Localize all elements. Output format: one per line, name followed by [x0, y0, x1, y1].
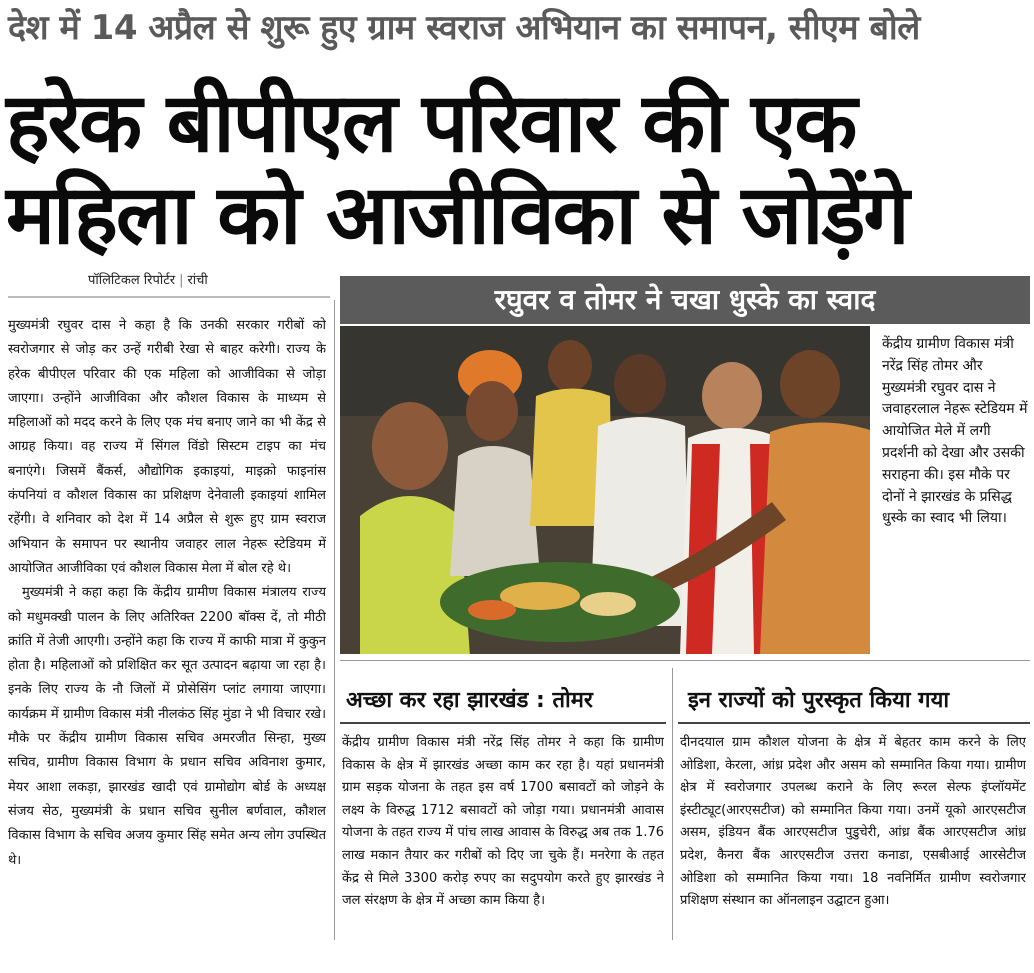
column-divider-2 [672, 668, 673, 940]
box-tomar-heading: अच्छा कर रहा झारखंड : तोमर [346, 688, 593, 713]
box-awards-heading: इन राज्यों को पुरस्कृत किया गया [688, 688, 950, 713]
byline-city: रांची [187, 273, 208, 288]
box-tomar-text: केंद्रीय ग्रामीण विकास मंत्री नरेंद्र सिंह तोमर ने कहा कि ग्रामीण विकास के क्षेत्र में झारखंड अच्छा काम कर रहा है। यहां प्रधानमंत्री ग्राम सड़क योजना के तहत इस वर्ष 1700 बसावटों को जोड़ने के लक्ष्य के विरुद्ध 1712 बसावटों को जोड़ा गया। प्रधानमंत्री आवास योजना के तहत राज्य में पांच लाख आवास के विरुद्ध अब तक 1.76 लाख मकान तैयार कर गरीबों को दिए जा चुके हैं। मनरेगा के तहत केंद्र से मिले 3300 करोड़ रुपए का सदुपयोग करते हुए झारखंड ने जल संरक्षण के क्षेत्र में अच्छा काम किया है। [342, 735, 664, 909]
box-awards-body [680, 732, 1026, 942]
main-story-paragraph-2: मुख्यमंत्री ने कहा कहा कि केंद्रीय ग्रामीण विकास मंत्रालय राज्य को मधुमक्खी पालन के लिए अतिरिक्त 2200 बॉक्स दें, तो मीठी क्रांति में तेजी आएगी। उन्होंने कहा कि राज्य में काफी मात्रा में कुकुन होता है। महिलाओं को प्रशिक्षित कर सूत उत्पादन बढ़ाया जा रहा है। इनके लिए राज्य के नौ जिलों में प्रोसेसिंग प्लांट लगाया जाएगा। कार्यक्रम में ग्रामीण विकास मंत्री नीलकंठ सिंह मुंडा ने भी विचार रखे। मौके पर केंद्रीय ग्रामीण विकास सचिव अमरजीत सिन्हा, मुख्य सचिव, ग्रामीण विकास विभाग के प्रधान सचिव अविनाश कुमार, मेयर आशा लकड़ा, झारखंड खादी एवं ग्रामोद्योग बोर्ड के अध्यक्ष संजय सेठ, मुख्यमंत्री के प्रधान सचिव सुनील बर्णवाल, कौशल विकास विभाग के सचिव अजय कुमार सिंह समेत अन्य लोग उपस्थित थे। [8, 585, 326, 868]
headline-line-2: महिला को आजीविका से जोड़ेंगे [6, 168, 908, 263]
box-awards-text: दीनदयाल ग्राम कौशल योजना के क्षेत्र में बेहतर काम करने के लिए ओडिशा, केरला, आंध्र प्रदेश और असम को सम्मानित किया गया। ग्रामीण क्षेत्र में स्वरोजगार उपलब्ध कराने के लिए रूरल सेल्फ इंप्लॉयमेंट इंस्टीट्यूट(आरएसटीज) को सम्मानित किया गया। उनमें यूको आरएसटीज असम, इंडियन बैंक आरएसटीज पुडुचेरी, आंध्र बैंक आरएसटीज आंध्र प्रदेश, कैनरा बैंक आरएसटीज उत्तरा कनाडा, एसबीआई आरसेटीज ओडिशा को सम्मानित किया गया। 18 नवनिर्मित ग्रामीण स्वरोजगार प्रशिक्षण संस्थान का ऑनलाइन उद्घाटन हुआ। [680, 735, 1026, 909]
photo-banner: रघुवर व तोमर ने चखा धुस्के का स्वाद [340, 276, 1030, 324]
box-tomar-body [342, 732, 664, 942]
byline [88, 270, 348, 290]
news-photo [340, 326, 870, 654]
kicker-headline: देश में 14 अप्रैल से शुरू हुए ग्राम स्वराज अभियान का समापन, सीएम बोले [8, 8, 920, 48]
column-divider-1 [334, 300, 335, 940]
byline-reporter: पॉलिटिकल रिपोर्टर [88, 273, 176, 288]
headline-line-1: हरेक बीपीएल परिवार की एक [6, 76, 856, 171]
news-photo-illustration [340, 326, 870, 654]
photo-caption: केंद्रीय ग्रामीण विकास मंत्री नरेंद्र सिंह तोमर और मुख्यमंत्री रघुवर दास ने जवाहरलाल नेहरू स्टेडियम में आयोजित मेले में लगी प्रदर्शनी को देखा और उसकी सराहना की। इस मौके पर दोनों ने झारखंड के प्रसिद्ध धुस्के का स्वाद भी लिया। [882, 336, 1028, 527]
subbox-top-rule [340, 660, 1030, 661]
byline-separator: | [179, 273, 184, 288]
box-tomar-rule [340, 722, 666, 724]
box-awards-rule [678, 722, 1030, 724]
main-story-paragraph-1: मुख्यमंत्री रघुवर दास ने कहा है कि उनकी सरकार गरीबों को स्वरोजगार से जोड़ कर उन्हें गरीबी रेखा से बाहर करेगी। राज्य के हरेक बीपीएल परिवार की एक महिला को आजीविका से जोड़ा जाएगा। उन्होंने आजीविका और कौशल विकास के माध्यम से महिलाओं को मदद करने के लिए एक मंच बनाए जाने का भी केंद्र से आग्रह किया। वह राज्य में सिंगल विंडो सिस्टम टाइप का मंच बनाएंगे। जिसमें बैंकर्स, औद्योगिक इकाइयां, माइक्रो फाइनांस कंपनियां व कौशल विकास का प्रशिक्षण देनेवाली इकाइयां शामिल रहेंगी। वे शनिवार को देश में 14 अप्रैल से शुरू हुए ग्राम स्वराज अभियान के समापन पर स्थानीय जवाहर लाल नेहरू स्टेडियम में आयोजित आजीविका एवं कौशल विकास मेला में बोल रहे थे। [8, 318, 326, 576]
main-story [8, 314, 326, 934]
main-headline [6, 78, 1028, 262]
byline-rule [8, 296, 330, 298]
